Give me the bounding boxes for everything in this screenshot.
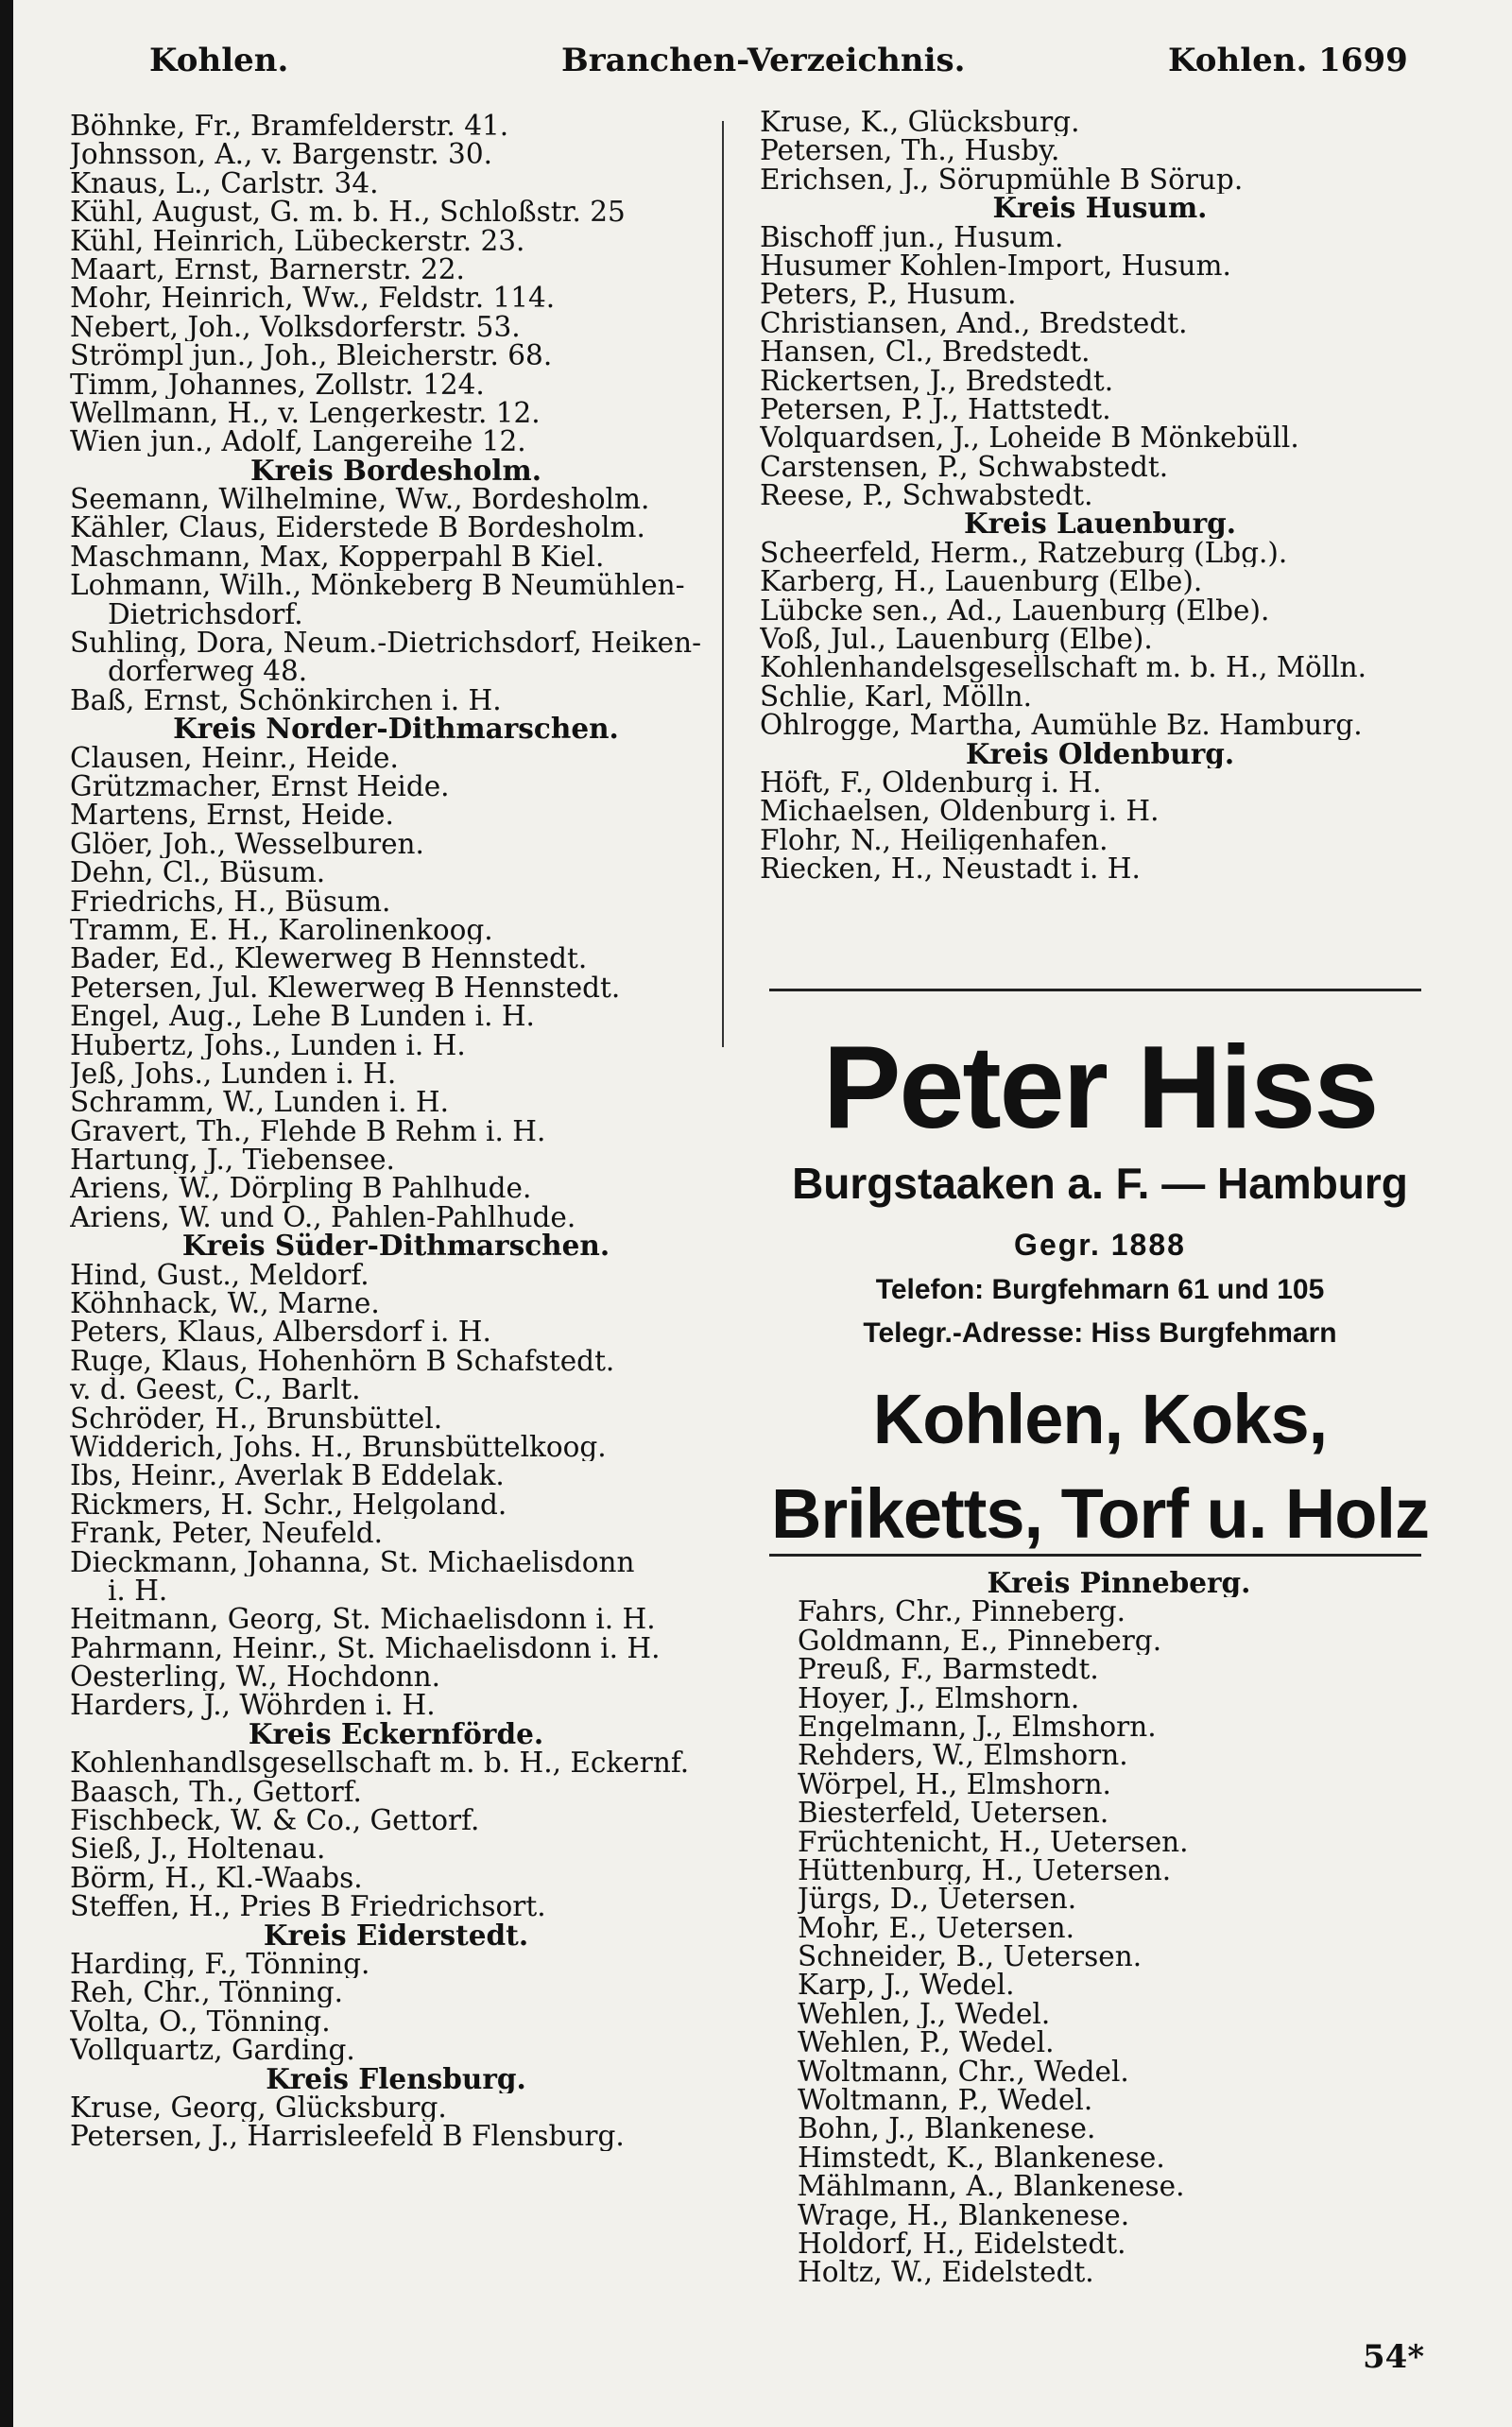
directory-entry: Sieß, J., Holtenau. [70,1834,326,1864]
directory-entry: Glöer, Joh., Wesselburen. [70,829,424,859]
directory-entry: Vollquartz, Garding. [70,2036,355,2065]
directory-entry: Mohr, E., Uetersen. [798,1913,1074,1943]
section-heading: Kreis Eckernförde. [248,1719,544,1749]
directory-entry: Erichsen, J., Sörupmühle B Sörup. [760,164,1244,195]
directory-entry: Hartung, J., Tiebensee. [70,1145,395,1175]
ad-top-rule [769,989,1421,991]
section-heading: Kreis Pinneberg. [987,1569,1251,1598]
directory-entry: Peters, P., Husum. [760,280,1017,309]
directory-entry: Maart, Ernst, Barnerstr. 22. [70,254,465,284]
directory-entry: Holtz, W., Eidelstedt. [798,2258,1094,2287]
directory-entry: Husumer Kohlen-Import, Husum. [760,250,1231,281]
directory-entry: Hansen, Cl., Bredstedt. [760,337,1091,367]
directory-entry: Reh, Chr., Tönning. [70,1978,343,2007]
directory-entry: Preuß, F., Barmstedt. [798,1655,1099,1684]
directory-entry: Peters, Klaus, Albersdorf i. H. [70,1317,491,1347]
directory-entry: Schlie, Karl, Mölln. [760,681,1032,712]
directory-entry: Höft, F., Oldenburg i. H. [760,767,1102,798]
directory-entry: Riecken, H., Neustadt i. H. [760,854,1141,884]
directory-entry: Goldmann, E., Pinneberg. [798,1626,1162,1656]
directory-entry: Biesterfeld, Uetersen. [798,1799,1109,1828]
directory-entry: Jeß, Johs., Lunden i. H. [70,1059,397,1089]
directory-entry: Fischbeck, W. & Co., Gettorf. [70,1806,480,1835]
directory-entry: Nebert, Joh., Volksdorferstr. 53. [70,312,521,342]
section-heading: Kreis Bordesholm. [249,456,541,486]
directory-entry: Engelmann, J., Elmshorn. [798,1712,1157,1742]
directory-entry: Ariens, W., Dörpling B Pahlhude. [70,1174,532,1203]
directory-entry: Dehn, Cl., Büsum. [70,858,326,887]
directory-entry: Flohr, N., Heiligenhafen. [760,825,1108,855]
directory-entry: Wien jun., Adolf, Langereihe 12. [70,427,526,456]
directory-entry: Mohr, Heinrich, Ww., Feldstr. 114. [70,284,556,313]
directory-entry: Knaus, L., Carlstr. 34. [70,168,379,198]
section-heading: Kreis Eiderstedt. [263,1920,529,1950]
directory-entry: Voß, Jul., Lauenburg (Elbe). [760,625,1153,654]
directory-entry: Kähler, Claus, Eiderstede B Bordesholm. [70,513,645,542]
ad-products-line2: Briketts, Torf u. Holz [770,1474,1430,1553]
directory-entry: Pahrmann, Heinr., St. Michaelisdonn i. H. [70,1633,661,1663]
directory-entry: Baasch, Th., Gettorf. [70,1777,362,1807]
directory-entry: Böhnke, Fr., Bramfelderstr. 41. [70,112,509,141]
directory-entry: Kruse, K., Glücksburg. [760,108,1080,137]
directory-entry: Petersen, Jul. Klewerweg B Hennstedt. [70,973,621,1003]
directory-entry: Suhling, Dora, Neum.-Dietrichsdorf, Heiken- [70,628,702,658]
directory-entry: Tramm, E. H., Karolinenkoog. [70,915,493,945]
directory-entry: Harders, J., Wöhrden i. H. [70,1691,436,1720]
header-center: Branchen-Verzeichnis. [561,42,966,79]
directory-entry: Bader, Ed., Klewerweg B Hennstedt. [70,944,588,973]
directory-entry: Schneider, B., Uetersen. [798,1942,1143,1971]
directory-entry: Lohmann, Wilh., Mönkeberg B Neumühlen- [70,571,685,600]
directory-entry: Seemann, Wilhelmine, Ww., Bordesholm. [70,485,650,514]
directory-entry: Steffen, H., Pries B Friedrichsort. [70,1892,546,1921]
directory-entry: Reese, P., Schwabstedt. [760,481,1093,510]
section-heading: Kreis Süder-Dithmarschen. [181,1231,610,1261]
section-heading: Kreis Lauenburg. [963,509,1237,539]
directory-entry: Johnsson, A., v. Bargenstr. 30. [70,140,492,169]
column-divider [722,121,724,1047]
directory-entry: Christiansen, And., Bredstedt. [760,308,1188,338]
directory-entry: Wehlen, P., Wedel. [798,2028,1055,2057]
section-heading: Kreis Husum. [992,194,1208,223]
directory-entry: Scheerfeld, Herm., Ratzeburg (Lbg.). [760,538,1288,568]
directory-entry: Grützmacher, Ernst Heide. [70,771,450,801]
directory-entry: Heitmann, Georg, St. Michaelisdonn i. H. [70,1605,656,1634]
advertisement [769,1021,1431,1561]
directory-entry: Timm, Johannes, Zollstr. 124. [70,370,485,399]
directory-entry: Hüttenburg, H., Uetersen. [798,1855,1172,1885]
directory-entry: Kühl, Heinrich, Lübeckerstr. 23. [70,226,525,255]
left-column [70,112,722,2151]
directory-entry: Petersen, P. J., Hattstedt. [760,394,1111,424]
directory-entry: Baß, Ernst, Schönkirchen i. H. [70,685,502,715]
directory-entry: Rickmers, H. Schr., Helgoland. [70,1489,507,1520]
directory-entry: Frank, Peter, Neufeld. [70,1519,384,1548]
directory-entry: Clausen, Heinr., Heide. [70,743,399,772]
directory-entry: Dieckmann, Johanna, St. Michaelisdonn [70,1547,635,1576]
entry-continuation: dorferweg 48. [108,657,308,686]
directory-entry: Bohn, J., Blankenese. [798,2114,1096,2143]
directory-entry: Engel, Aug., Lehe B Lunden i. H. [70,1002,535,1031]
directory-page [13,0,1512,2427]
directory-entry: Kohlenhandelsgesellschaft m. b. H., Mölln. [760,653,1367,682]
header-right: Kohlen. 1699 [1168,42,1408,79]
directory-entry: Volquardsen, J., Loheide B Mönkebüll. [760,423,1299,453]
directory-entry: Woltmann, P., Wedel. [798,2086,1093,2115]
entry-continuation: Dietrichsdorf. [108,599,303,629]
directory-entry: Mählmann, A., Blankenese. [798,2172,1185,2201]
directory-entry: Ibs, Heinr., Averlak B Eddelak. [70,1461,505,1490]
directory-entry: Volta, O., Tönning. [70,2006,331,2037]
directory-entry: Ohlrogge, Martha, Aumühle Bz. Hamburg. [760,711,1363,740]
directory-entry: Hoyer, J., Elmshorn. [798,1683,1080,1713]
directory-entry: Kohlenhandlsgesellschaft m. b. H., Eckernf. [70,1748,690,1778]
directory-entry: Wehlen, J., Wedel. [798,1999,1051,2029]
directory-entry: Ruge, Klaus, Hohenhörn B Schafstedt. [70,1346,615,1376]
directory-entry: Carstensen, P., Schwabstedt. [760,452,1169,482]
directory-entry: Petersen, J., Harrisleefeld B Flensburg. [70,2122,625,2151]
directory-entry: Wellmann, H., v. Lengerkestr. 12. [70,398,541,428]
directory-entry: Lübcke sen., Ad., Lauenburg (Elbe). [760,595,1270,626]
page-signature-mark: 54* [1363,2338,1425,2376]
directory-entry: Jürgs, D., Uetersen. [798,1885,1077,1914]
directory-entry: Strömpl jun., Joh., Bleicherstr. 68. [70,341,553,370]
directory-entry: Karp, J., Wedel. [798,1971,1015,2000]
directory-entry: Schramm, W., Lunden i. H. [70,1088,450,1117]
directory-entry: Petersen, Th., Husby. [760,136,1060,165]
directory-entry: Früchtenicht, H., Uetersen. [798,1827,1189,1856]
directory-entry: Holdorf, H., Eidelstedt. [798,2229,1126,2259]
entry-continuation: i. H. [108,1575,168,1606]
directory-entry: Köhnhack, W., Marne. [70,1289,380,1318]
ad-location: Burgstaaken a. F. — Hamburg [792,1159,1408,1208]
directory-entry: Kühl, August, G. m. b. H., Schloßstr. 25 [70,198,626,227]
ad-phone: Telefon: Burgfehmarn 61 und 105 [875,1274,1325,1305]
directory-entry: Schröder, H., Brunsbüttel. [70,1403,443,1433]
directory-entry: Wrage, H., Blankenese. [798,2200,1130,2229]
directory-entry: Michaelsen, Oldenburg i. H. [760,797,1160,826]
directory-entry: Fahrs, Chr., Pinneberg. [798,1597,1126,1627]
ad-company-name: Peter Hiss [822,1023,1378,1153]
directory-entry: Rickertsen, J., Bredstedt. [760,366,1114,395]
ad-founded: Gegr. 1888 [1014,1228,1186,1262]
directory-entry: Oesterling, W., Hochdonn. [70,1662,441,1692]
directory-entry: Bischoff jun., Husum. [760,222,1064,251]
right-column-top [760,108,1440,884]
section-heading: Kreis Norder-Dithmarschen. [173,714,619,744]
directory-entry: Börm, H., Kl.-Waabs. [70,1863,363,1893]
right-column-bottom [798,1569,1440,2287]
ad-bottom-rule [769,1554,1421,1557]
ad-telegram-address: Telegr.-Adresse: Hiss Burgfehmarn [863,1317,1337,1349]
section-heading: Kreis Flensburg. [266,2064,526,2093]
directory-entry: Karberg, H., Lauenburg (Elbe). [760,567,1203,596]
ad-products-line1: Kohlen, Koks, [872,1380,1328,1458]
directory-entry: Maschmann, Max, Kopperpahl B Kiel. [70,542,605,572]
directory-entry: Woltmann, Chr., Wedel. [798,2057,1129,2087]
directory-entry: Rehders, W., Elmshorn. [798,1741,1128,1770]
directory-entry: Kruse, Georg, Glücksburg. [70,2092,447,2123]
directory-entry: Wörpel, H., Elmshorn. [798,1769,1111,1799]
directory-entry: Harding, F., Tönning. [70,1950,370,1979]
directory-entry: Widderich, Johs. H., Brunsbüttelkoog. [70,1432,607,1462]
directory-entry: Himstedt, K., Blankenese. [798,2143,1165,2173]
header-left: Kohlen. [149,42,289,79]
section-heading: Kreis Oldenburg. [965,739,1235,768]
directory-entry: Martens, Ernst, Heide. [70,800,394,830]
directory-entry: Hind, Gust., Meldorf. [70,1260,369,1290]
directory-entry: Ariens, W. und O., Pahlen-Pahlhude. [70,1202,576,1232]
directory-entry: v. d. Geest, C., Barlt. [70,1375,361,1404]
directory-entry: Friedrichs, H., Büsum. [70,886,391,916]
directory-entry: Hubertz, Johs., Lunden i. H. [70,1030,466,1059]
directory-entry: Gravert, Th., Flehde B Rehm i. H. [70,1116,546,1146]
